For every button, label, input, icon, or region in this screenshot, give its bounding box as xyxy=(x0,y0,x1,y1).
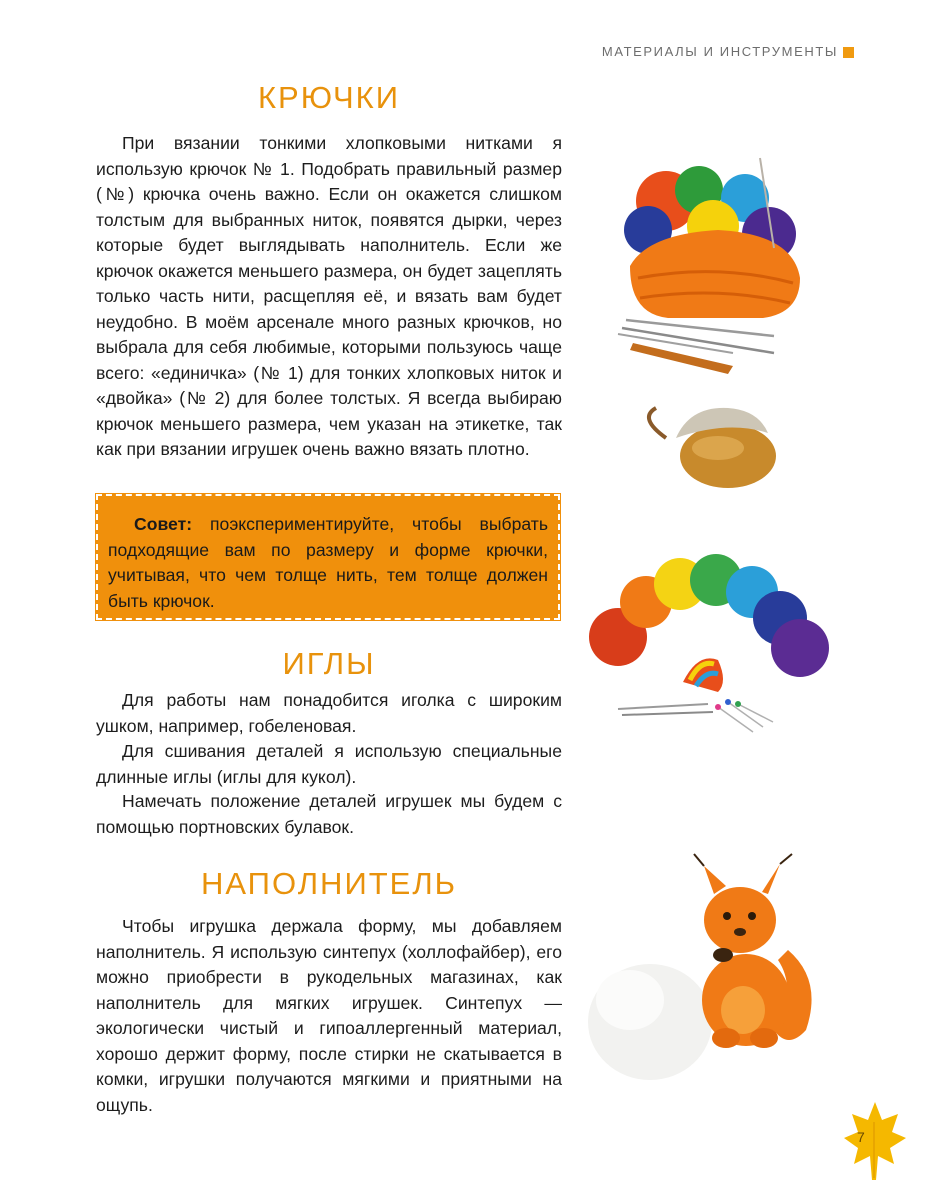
tip-label: Совет: xyxy=(134,514,193,534)
squirrel-paw xyxy=(713,948,733,962)
header-square-marker xyxy=(843,47,854,58)
tip-box xyxy=(96,494,560,620)
squirrel-eye-left xyxy=(723,912,731,920)
page-number: 7 xyxy=(857,1129,865,1145)
squirrel-and-filler-photo xyxy=(578,840,836,1108)
tip-body: поэкспериментируйте, чтобы выбрать подходящие вам по размеру и форме крючки, учитывая, что чем толще нить, тем толще должен быть крючок. xyxy=(108,514,548,611)
yarn-and-hooks-photo xyxy=(578,138,836,510)
tip-text xyxy=(108,512,548,614)
section-header: МАТЕРИАЛЫ И ИНСТРУМЕНТЫ xyxy=(601,44,838,59)
yarn-arc-needles-photo xyxy=(578,522,836,780)
filler-paragraph: Чтобы игрушка держала форму, мы добавляем наполнитель. Я использую синтепух (холлофайбер), его можно приобрести в рукодельных магазинах, как наполнитель для мягких игрушек. Синтепух — экологически чистый и гипоаллергенный материал, хорошо держит форму, после стирки не скатывается в комки, игрушки получаются мягкими и приятными на ощупь. xyxy=(96,916,562,1115)
needles-title: ИГЛЫ xyxy=(282,646,376,681)
squirrel-eye-right xyxy=(748,912,756,920)
arc-ball-purple xyxy=(771,619,829,677)
squirrel-nose xyxy=(734,928,746,936)
squirrel-head xyxy=(704,887,776,953)
hooks-title: КРЮЧКИ xyxy=(257,80,401,115)
filler-title: НАПОЛНИТЕЛЬ xyxy=(200,866,458,901)
needles-paragraph-2: Для сшивания деталей я использую специальные длинные иглы (иглы для кукол). xyxy=(96,741,562,787)
maple-leaf-icon xyxy=(842,1098,908,1184)
hooks-paragraph: При вязании тонкими хлопковыми нитками я использую крючок № 1. Подобрать правильный размер (№) крючка очень важно. Если он окажется слишком толстым для выбранных ниток, появятся дырки, через которые будет выглядывать наполнитель. Если же крючок окажется меньшего размера, он будет зацеплять только часть нити, расщепляя её, и вязать вам будет неудобно. В моём арсенале много разных крючков, но выбрала для себя любимые, которыми пользуюсь чаще всего: «единичка» (№ 1) для тонких хлопковых ниток и «двойка» (№ 2) для более толстых. Я всегда выбираю крючок меньшего размера, чем указан на этикетке, так как при вязании игрушек очень важно вязать плотно. xyxy=(96,133,562,459)
needles-paragraph-1: Для работы нам понадобится иголка с широким ушком, например, гобеленовая. xyxy=(96,690,562,736)
needles-paragraph-3: Намечать положение деталей игрушек мы будем с помощью портновских булавок. xyxy=(96,791,562,837)
